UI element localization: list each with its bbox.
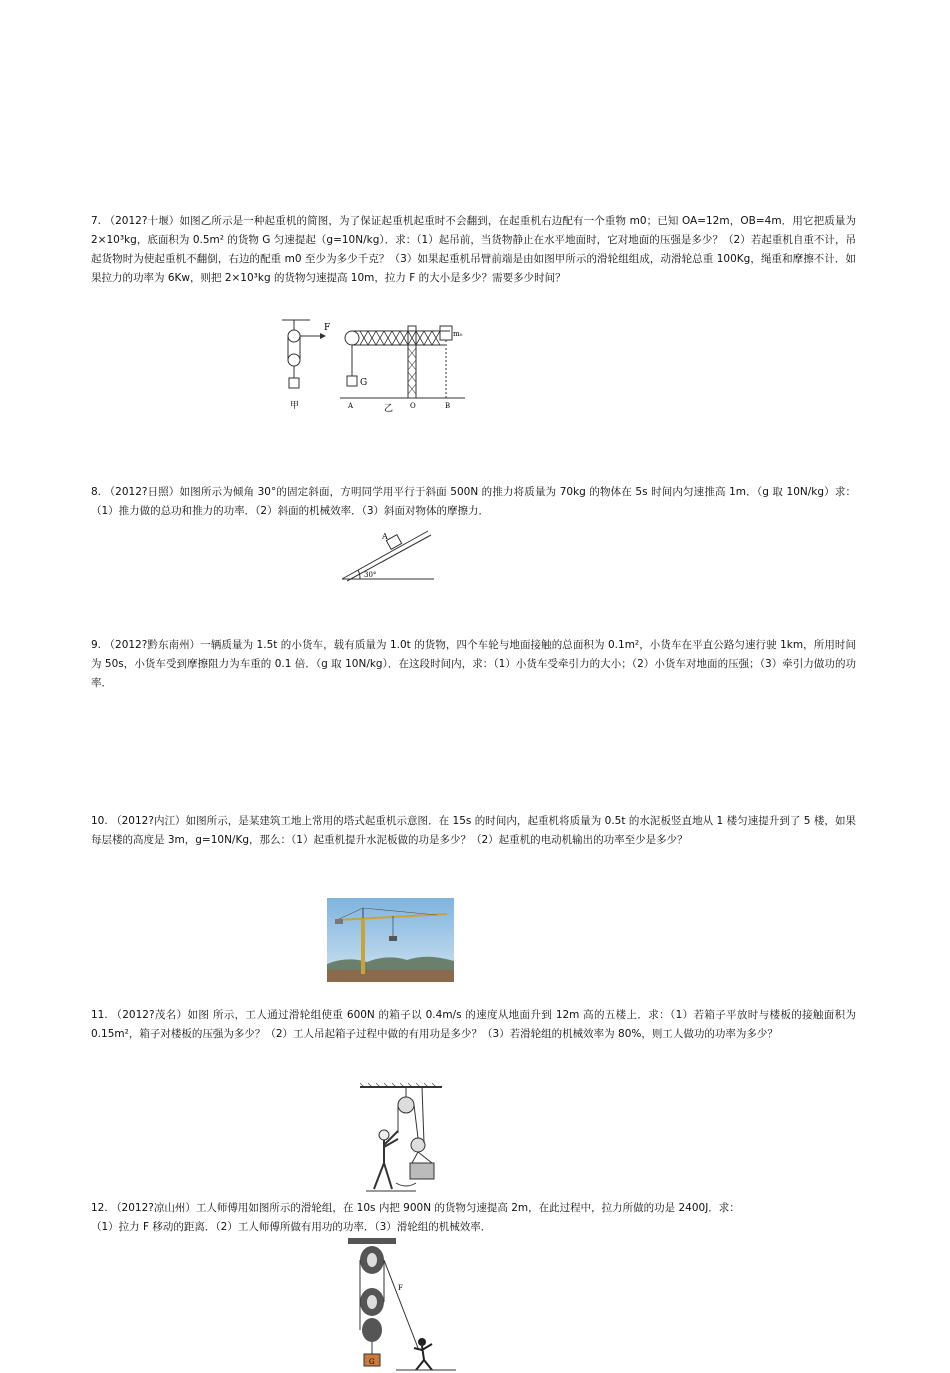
label-A: A [348,402,354,410]
question-7 [91,212,856,288]
label-F: F [324,323,331,333]
question-12 [91,1199,856,1237]
label-G: G [360,378,368,388]
question-11 [91,1006,856,1044]
question-10 [91,812,856,850]
question-11-text: 11. （2012?茂名）如图 所示，工人通过滑轮组使重 600N 的箱子以 0.4m/s 的速度从地面升到 12m 高的五楼上．求：（1）若箱子平放时与楼板的接触面积为 0.15m²，箱子对楼板的压强为多少？（2）工人吊起箱子过程中做的有用功是多少？（3）若滑轮组的机械效率为 80%，则工人做功的功率为多少？ [91,1009,856,1040]
label-jia: 甲 [290,401,300,411]
incline-figure [338,525,438,585]
incline-diagram [338,525,438,585]
question-7-text: 7. （2012?十堰）如图乙所示是一种起重机的简图，为了保证起重机起重时不会翻到，在起重机右边配有一个重物 m0；已知 OA=12m，OB=4m．用它把质量为 2×10³kg，底面积为 0.5m² 的货物 G 匀速提起（g=10N/kg）．求：（1）起吊前，当货物静止在水平地面时，它对地面的压强是多少？（2）若起重机自重不计，吊起货物时为使起重机不翻倒，右边的配重 m0 至少为多少千克？（3）如果起重机吊臂前端是由如图甲所示的滑轮组组成，动滑轮总重 100Kg，绳重和摩擦不计．如果拉力的功率为 6Kw，则把 2×10³kg 的货物匀速提高 10m，拉力 F 的大小是多少？需要多少时间？ [91,215,856,284]
question-9 [91,636,856,693]
question-10-text: 10. （2012?内江）如图所示，是某建筑工地上常用的塔式起重机示意图．在 15s 的时间内，起重机将质量为 0.5t 的水泥板竖直地从 1 楼匀速提升到了 5 楼，如果每层楼的高度是 3m，g=10N/Kg，那么：（1）起重机提升水泥板做的功是多少？（2）起重机的电动机输出的功率至少是多少？ [91,815,856,846]
crane-figure [280,318,470,418]
crane-diagram [280,318,470,418]
label-m0: m₀ [453,330,463,338]
question-12-line-2: （1）拉力 F 移动的距离．（2）工人师傅所做有用功的功率．（3）滑轮组的机械效率． [91,1221,492,1233]
label-yi: 乙 [384,404,394,414]
label-B: B [445,402,451,410]
tower-crane-image [327,898,454,982]
question-12-line-1: 12. （2012?凉山州）工人师傅用如图所示的滑轮组，在 10s 内把 900N 的货物匀速提高 2m，在此过程中，拉力所做的功是 2400J．求： [91,1202,740,1214]
label-F: F [398,1284,403,1292]
label-O: O [410,402,416,410]
question-9-text: 9. （2012?黔东南州）一辆质量为 1.5t 的小货车，载有质量为 1.0t 的货物，四个车轮与地面接触的总面积为 0.1m²，小货车在平直公路匀速行驶 1km，所用时间为 50s，小货车受到摩擦阻力为车重的 0.1 倍．（g 取 10N/kg）．在这段时间内，求：（1）小货车受牵引力的大小；（2）小货车对地面的压强；（3）牵引力做功的功率． [91,639,856,689]
question-8 [91,483,856,521]
label-G: G [369,1358,375,1366]
label-angle: 30° [364,571,377,579]
question-8-text: 8. （2012?日照）如图所示为倾角 30°的固定斜面，方明同学用平行于斜面 500N 的推力将质量为 70kg 的物体在 5s 时间内匀速推高 1m．（g 取 10N/kg）求：（1）推力做的总功和推力的功率．（2）斜面的机械效率．（3）斜面对物体的摩擦力． [91,486,856,517]
pulley-block-diagram [340,1238,460,1372]
tower-crane-photo [327,898,454,982]
worker-pulley-figure [356,1083,446,1195]
worker-pulley-diagram [356,1083,446,1195]
pulley-block-figure [340,1238,460,1372]
label-A: A [382,532,388,541]
